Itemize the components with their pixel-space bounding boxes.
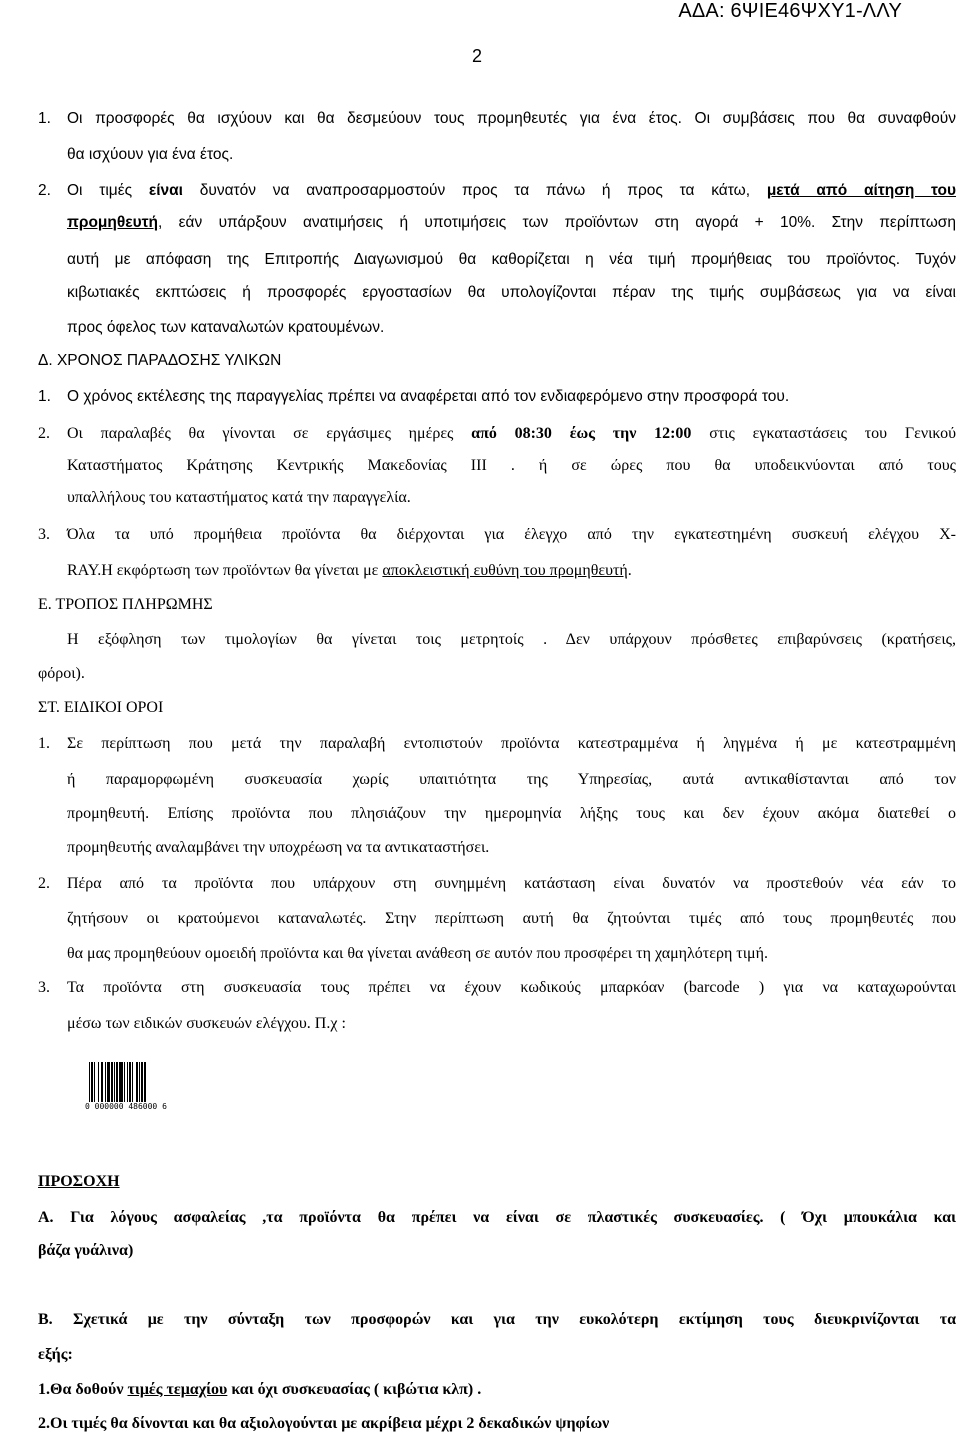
paragraph-line: κιβωτιακές εκπτώσεις ή προσφορές εργοστασίων θα υπολογίζονται πέραν της τιμής συμβάσεως για να είναι [67, 284, 956, 301]
text-run: Οι τιμές [67, 182, 149, 199]
section-heading: Ε. ΤΡΟΠΟΣ ΠΛΗΡΩΜΗΣ [38, 596, 213, 613]
paragraph-line: Όλα τα υπό προμήθεια προϊόντα θα διέρχονται για έλεγχο από την εγκατεστημένη συσκευή ελέγχου Χ- [67, 526, 956, 543]
item-number: 2. [38, 875, 50, 892]
item-number: 3. [38, 526, 50, 543]
paragraph-line: Οι προσφορές θα ισχύουν και θα δεσμεύουν τους προμηθευτές για ένα έτος. Οι συμβάσεις που θα συναφθούν [67, 110, 956, 127]
underlined-text: αποκλειστική ευθύνη του προμηθευτή [382, 562, 628, 579]
paragraph-line: Η εξόφληση των τιμολογίων θα γίνεται τοις μετρητοίς . Δεν υπάρχουν πρόσθετες επιβαρύνσεις (κρατήσεις, [67, 631, 956, 648]
paragraph-line [67, 213, 956, 233]
paragraph-line: φόροι). [38, 665, 85, 682]
paragraph-line: αυτή με απόφαση της Επιτροπής Διαγωνισμού θα καθορίζεται η νέα τιμή προμήθειας του προϊόντος. Τυχόν [67, 251, 956, 268]
paragraph-line: Σε περίπτωση που μετά την παραλαβή εντοπιστούν προϊόντα κατεστραμμένα ή ληγμένα ή με κατεστραμμένη [67, 735, 956, 752]
notice-line: Β. Σχετικά με την σύνταξη των προσφορών και για την ευκολότερη εκτίμηση τους διευκρινίζονται τα [38, 1311, 956, 1328]
text-run: , εάν υπάρξουν ανατιμήσεις ή υποτιμήσεις των προϊόντων στη αγορά + 10%. Στην περίπτωση [158, 214, 956, 231]
paragraph-line: προμηθευτή. Επίσης προϊόντα που πλησιάζουν την ημερομηνία λήξης τους και δεν έχουν ακόμα διατεθεί ο [67, 805, 956, 822]
notice-line: Α. Για λόγους ασφαλείας ,τα προϊόντα θα πρέπει να είναι σε πλαστικές συσκευασίες. ( Όχι μπουκάλια και [38, 1209, 956, 1226]
notice-heading: ΠΡΟΣΟΧΗ [38, 1173, 120, 1190]
paragraph-line [67, 561, 632, 581]
paragraph-line [67, 181, 956, 201]
section-heading: Δ. ΧΡΟΝΟΣ ΠΑΡΑΔΟΣΗΣ ΥΛΙΚΩΝ [38, 352, 282, 369]
text-run: δυνατόν να αναπροσαρμοστούν προς τα πάνω ή προς τα κάτω, [182, 182, 767, 199]
paragraph-line: ζητήσουν οι κρατούμενοι καταναλωτές. Στην περίπτωση αυτή θα ζητούνται τιμές από τους προμηθευτές που [67, 910, 956, 927]
item-number: 1. [38, 388, 51, 405]
barcode-digits: 0 000000 486000 6 [85, 1102, 167, 1111]
text-run: Οι παραλαβές θα γίνονται σε εργάσιμες ημέρες [67, 425, 472, 442]
underlined-bold-text: τιμές τεμαχίου [127, 1381, 228, 1398]
paragraph-line: ή παραμορφωμένη συσκευασία χωρίς υπαιτιότητα της Υπηρεσίας, αυτά αντικαθίστανται από τον [67, 771, 956, 788]
barcode-bar [146, 1062, 147, 1102]
underlined-bold-text: μετά από αίτηση του [766, 182, 957, 199]
underlined-bold-text: προμηθευτή [67, 214, 159, 231]
paragraph-line: Πέρα από τα προϊόντα που υπάρχουν στη συνημμένη κατάσταση είναι δυνατόν να προστεθούν νέα εάν το [67, 875, 956, 892]
text-run: 1.Θα δοθούν [38, 1381, 128, 1398]
item-number: 2. [38, 425, 50, 442]
paragraph-line [67, 424, 956, 444]
notice-line [38, 1380, 481, 1400]
bold-text: από 08:30 έως την 12:00 [471, 425, 692, 442]
item-number: 1. [38, 735, 50, 752]
paragraph-line: μέσω των ειδικών συσκευών ελέγχου. Π.χ : [67, 1015, 346, 1032]
item-number: 3. [38, 979, 50, 996]
paragraph-line: θα ισχύουν για ένα έτος. [67, 146, 234, 163]
notice-line: βάζα γυάλινα) [38, 1242, 134, 1259]
item-number: 2. [38, 182, 51, 199]
paragraph-line: Ο χρόνος εκτέλεσης της παραγγελίας πρέπει να αναφέρεται από τον ενδιαφερόμενο στην προσφορά του. [67, 388, 790, 405]
page-number: 2 [472, 46, 483, 66]
paragraph-line: προμηθευτής αναλαμβάνει την υποχρέωση να τα αντικαταστήσει. [67, 839, 490, 856]
barcode-image [85, 1062, 175, 1114]
text-run: και όχι συσκευασίας ( κιβώτια κλπ) . [227, 1381, 482, 1398]
paragraph-line: προς όφελος των καταναλωτών κρατουμένων. [67, 319, 385, 336]
notice-line: 2.Οι τιμές θα δίνονται και θα αξιολογούνται με ακρίβεια μέχρι 2 δεκαδικών ψηφίων [38, 1415, 610, 1432]
item-number: 1. [38, 110, 51, 127]
paragraph-line: θα μας προμηθεύουν ομοειδή προϊόντα και θα γίνεται ανάθεση σε αυτόν που προσφέρει τη χαμηλότερη τιμή. [67, 945, 768, 962]
barcode-bars [89, 1062, 169, 1102]
ada-code: ΑΔΑ: 6ΨΙΕ46ΨΧΥ1-ΛΛΥ [678, 0, 902, 22]
paragraph-line: Τα προϊόντα στη συσκευασία τους πρέπει να έχουν κωδικούς μπαρκόαν (barcode ) για να καταχωρούνται [67, 979, 956, 996]
text-run: . [627, 562, 632, 579]
bold-text: είναι [148, 182, 183, 199]
text-run: στις εγκαταστάσεις του Γενικού [691, 425, 957, 442]
section-heading: ΣΤ. ΕΙΔΙΚΟΙ ΟΡΟΙ [38, 699, 164, 716]
paragraph-line: υπαλλήλους του καταστήματος κατά την παραγγελία. [67, 489, 411, 506]
paragraph-line: Καταστήματος Κράτησης Κεντρικής Μακεδονίας ΙΙΙ . ή σε ώρες που θα υποδεικνύονται από τους [67, 457, 956, 474]
notice-line: εξής: [38, 1346, 73, 1363]
text-run: RAY.Η εκφόρτωση των προϊόντων θα γίνεται με [67, 562, 383, 579]
